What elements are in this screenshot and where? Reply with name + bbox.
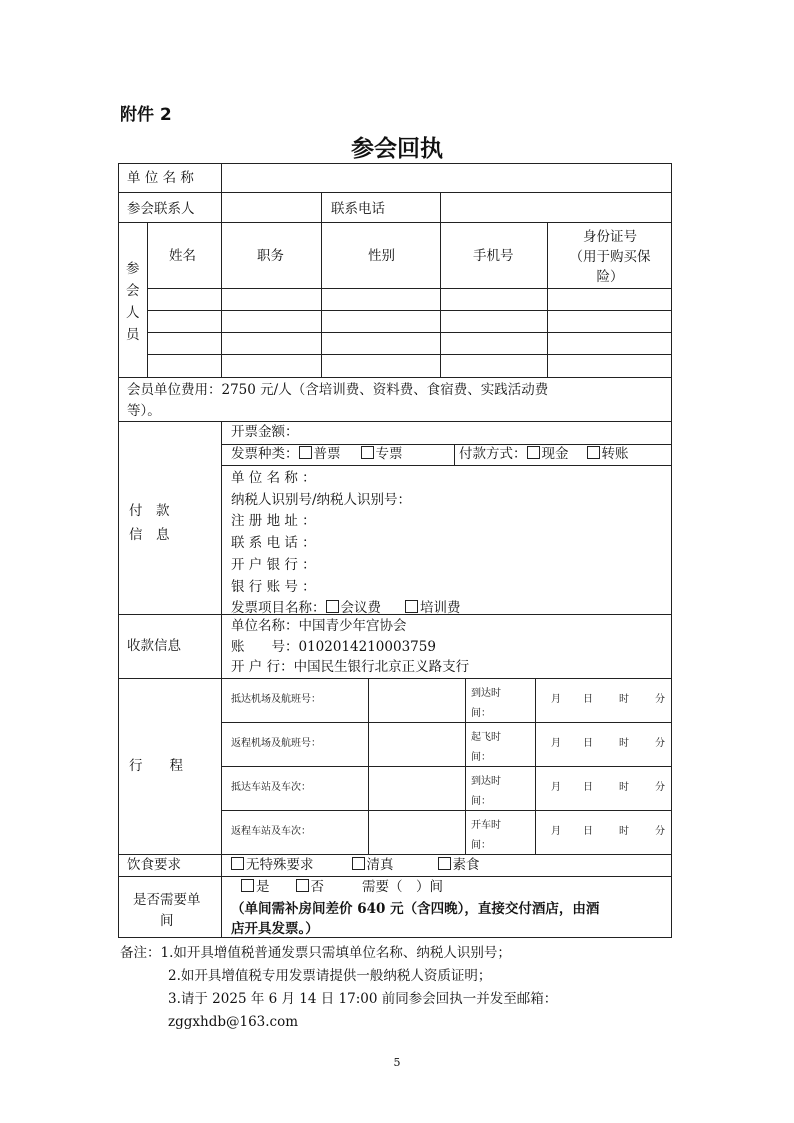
receiving-unit-name: 单位名称：中国青少年宫协会: [231, 618, 407, 634]
invoice-amount-label: 开票金额：: [231, 424, 299, 440]
column-gender: 性别: [368, 248, 395, 264]
note-3: 3.请于 2025 年 6 月 14 日 17:00 前同参会回执一并发至邮箱：: [168, 991, 558, 1007]
receiving-account: 账 号：0102014210003759: [231, 638, 436, 655]
checkbox-yes[interactable]: [241, 879, 254, 892]
detail-unit-name: 单 位 名 称 ：: [231, 470, 316, 486]
note-2: 2.如开具增值税专用发票请提供一般纳税人资质证明；: [168, 968, 492, 984]
diet-options: 无特殊要求 清真 素食: [231, 857, 480, 873]
rooms-needed: 需要（ ）间: [362, 879, 443, 895]
invoice-type-row: 发票种类： 普票 专票: [231, 446, 403, 462]
detail-bank: 开 户 银 行 ：: [231, 556, 316, 573]
single-room-label: 是否需要单 间: [133, 892, 201, 929]
detail-phone: 联 系 电 话 ：: [231, 535, 316, 552]
return-station-label: 返程车站及车次：: [231, 826, 311, 837]
arrival-station-label: 抵达车站及车次：: [231, 782, 311, 793]
membership-fee-text: 会员单位费用：2750 元/人（含培训费、资料费、食宿费、实践活动费 等）。: [127, 382, 549, 419]
train-departure-time-label: 开车时 间：: [471, 820, 501, 851]
receiving-info-label: 收款信息: [127, 638, 181, 654]
notes: [120, 942, 557, 1034]
checkbox-special-invoice[interactable]: [361, 446, 374, 459]
column-id-number: 身份证号 （用于购买保 险）: [569, 229, 651, 285]
checkbox-cash[interactable]: [527, 446, 540, 459]
single-room-choice: 是 否 需要（ ）间: [241, 879, 443, 895]
departure-time-units: 月 日 时 分: [551, 738, 665, 749]
unit-name-label: 单 位 名 称: [127, 170, 194, 186]
invoice-type-label: 发票种类：: [231, 446, 299, 462]
departure-time-label: 起飞时 间：: [471, 732, 501, 763]
pay-method-row: 付款方式： 现金 转账: [459, 446, 629, 462]
attachment-label: 附件 2: [120, 105, 172, 125]
unit-name-field[interactable]: [223, 166, 669, 190]
invoice-item-row: 发票项目名称： 会议费 培训费: [231, 600, 461, 617]
itinerary-side-label: 行 程: [129, 758, 183, 774]
page-title: 参会回执: [351, 136, 443, 162]
arrival-flight-label: 抵达机场及航班号：: [231, 694, 321, 705]
receipt-form: [118, 163, 672, 938]
checkbox-training-fee[interactable]: [405, 600, 418, 613]
arrival-time-units: 月 日 时 分: [551, 694, 665, 705]
detail-account: 银 行 账 号 ：: [231, 578, 316, 595]
note-email: zggxhdb@163.com: [168, 1014, 299, 1030]
receiving-info-lines: [231, 616, 469, 678]
contact-person-field[interactable]: [223, 194, 319, 220]
checkbox-halal[interactable]: [352, 857, 365, 870]
column-position: 职务: [257, 248, 284, 264]
station-arrival-time-label: 到达时 间：: [471, 776, 501, 807]
column-mobile: 手机号: [473, 248, 514, 264]
checkbox-vegetarian[interactable]: [438, 857, 451, 870]
detail-address: 注 册 地 址 ：: [231, 513, 316, 530]
train-departure-time-units: 月 日 时 分: [551, 826, 665, 837]
detail-taxpayer-id: 纳税人识别号/纳税人识别号：: [231, 491, 412, 508]
contact-phone-label: 联系电话: [331, 201, 385, 217]
checkbox-transfer[interactable]: [587, 446, 600, 459]
diet-label: 饮食要求: [127, 857, 181, 873]
checkbox-no-special[interactable]: [231, 857, 244, 870]
receiving-bank: 开 户 行：中国民生银行北京正义路支行: [231, 659, 470, 675]
page-number: 5: [393, 1056, 401, 1069]
payment-details: [231, 468, 461, 620]
column-name: 姓名: [169, 248, 196, 264]
payment-side-label: 付 款 信 息: [129, 503, 170, 543]
note-1: 备注：1.如开具增值税普通发票只需填单位名称、纳税人识别号；: [120, 945, 511, 961]
checkbox-no[interactable]: [296, 879, 309, 892]
single-room-note: （单间需补房间差价 640 元（含四晚），直接交付酒店，由酒 店开具发票。）: [231, 901, 600, 937]
station-arrival-time-units: 月 日 时 分: [551, 782, 665, 793]
return-flight-label: 返程机场及航班号：: [231, 738, 321, 749]
checkbox-meeting-fee[interactable]: [326, 600, 339, 613]
checkbox-ordinary-invoice[interactable]: [299, 446, 312, 459]
arrival-time-label: 到达时 间：: [471, 688, 501, 719]
pay-method-label: 付款方式：: [459, 446, 527, 462]
attendees-side-label: 参 会 人 员: [126, 261, 140, 343]
contact-phone-field[interactable]: [442, 194, 669, 220]
contact-person-label: 参会联系人: [127, 201, 195, 217]
